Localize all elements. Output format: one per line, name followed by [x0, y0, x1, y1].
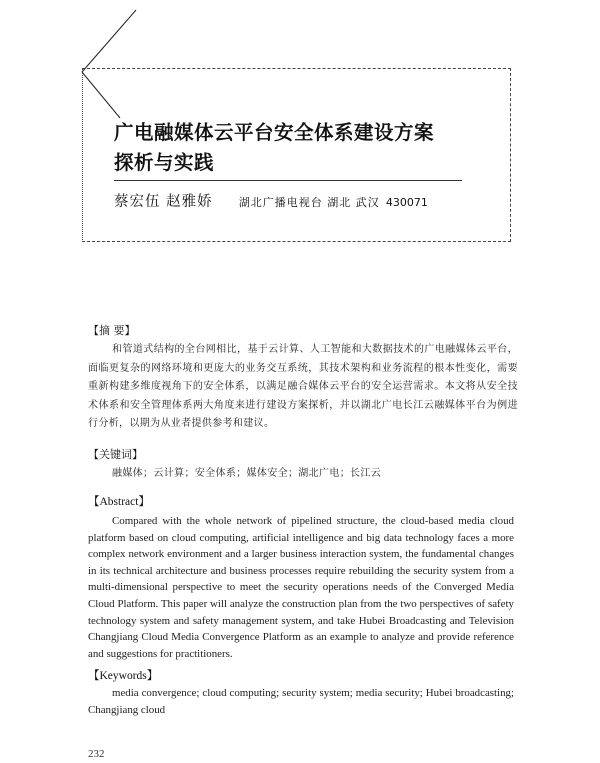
abstract-en-body: Compared with the whole network of pipelined structure, the cloud-based media cloud platform based on cloud computing, artificial intelligence and big data technology faces a more complex network environment and a larger business interaction system, the fundamental changes in its technical architecture and business processes require rebuilding the security system from a multi-dimensional perspective to meet the security operations needs of the Converged Media Cloud Platform. This paper will analyze the construction plan from the two perspectives of safety technology system and safety management system, and take Hubei Broadcasting and Television Changjiang Cloud Media Convergence Platform as an example to analyze and provide reference and suggestions for practitioners.: [88, 515, 514, 660]
author-affiliation: 湖北广播电视台 湖北 武汉: [238, 196, 380, 209]
keywords-en-body: media convergence; cloud computing; security system; media security; Hubei broadcasting; Changjiang cloud: [88, 687, 514, 716]
abstract-en-heading: 【Abstract】: [88, 496, 150, 508]
title-line-1: 广电融媒体云平台安全体系建设方案: [114, 121, 435, 144]
author-line: [114, 190, 428, 211]
keywords-cn-text: [88, 465, 518, 484]
abstract-cn-heading: 【摘 要】: [88, 324, 136, 337]
abstract-en-text: [88, 513, 514, 662]
page-number: 232: [88, 748, 105, 760]
keywords-en-heading: 【Keywords】: [88, 670, 159, 682]
author-names: 蔡宏伍 赵雅娇: [114, 194, 213, 210]
keywords-cn-heading: 【关键词】: [88, 448, 143, 461]
keywords-en-text: [88, 685, 514, 718]
title-line-2: 探析与实践: [114, 151, 215, 174]
abstract-cn-text: [88, 341, 518, 434]
abstract-cn-body: 和管道式结构的全台网相比，基于云计算、人工智能和大数据技术的广电融媒体云平台，面临更复杂的网络环境和更庞大的业务交互系统，其技术架构和业务流程的根本性变化，需要重新构建多维度视角下的安全体系，以满足融合媒体云平台的安全运营需求。本文将从安全技术体系和安全管理体系两大角度来进行建设方案探析，并以湖北广电长江云融媒体平台为例进行分析，以期为从业者提供参考和建议。: [88, 344, 518, 430]
title-divider: [114, 180, 462, 181]
keywords-cn-body: 融媒体；云计算；安全体系；媒体安全；湖北广电；长江云: [112, 468, 382, 479]
postal-code: 430071: [385, 196, 428, 209]
article-title: [114, 118, 494, 178]
